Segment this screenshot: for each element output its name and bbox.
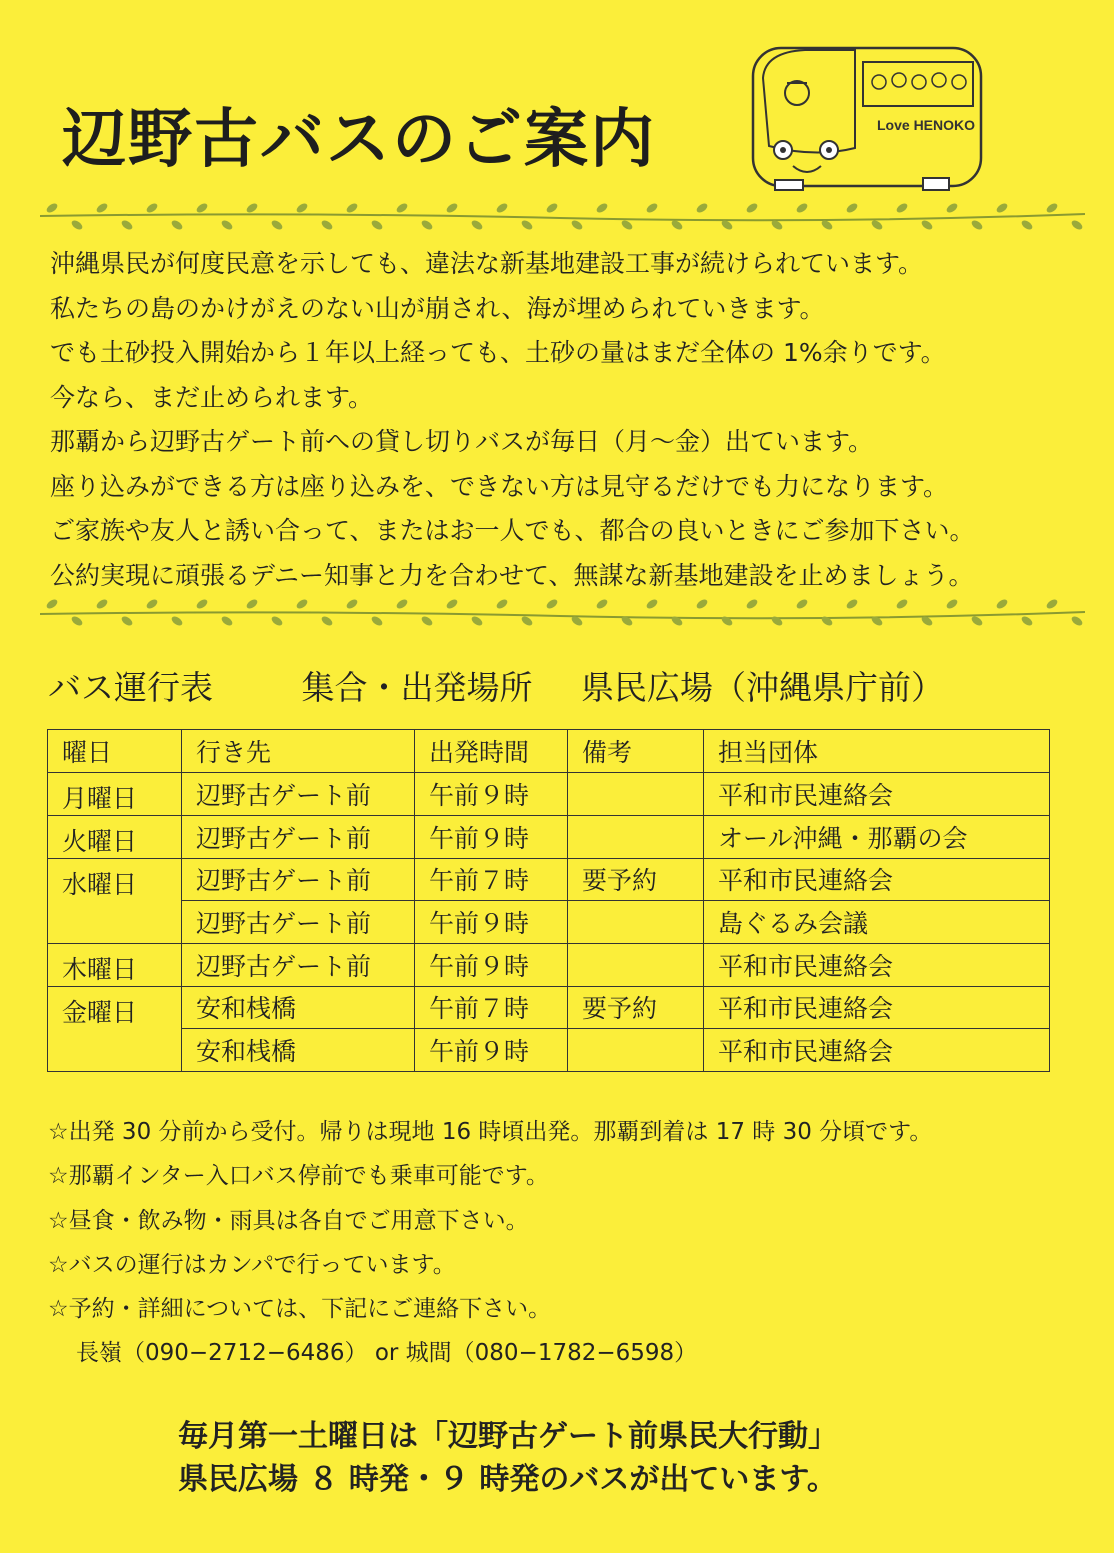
intro-line: 私たちの島のかけがえのない山が崩され、海が埋められていきます。: [50, 293, 825, 323]
leaf-icon: [470, 219, 484, 232]
intro-line: 那覇から辺野古ゲート前への貸し切りバスが毎日（月〜金）出ています。: [50, 427, 874, 456]
leaf-icon: [1020, 615, 1034, 628]
table-row: [48, 815, 1050, 858]
leaf-icon: [95, 598, 109, 611]
table-row: [48, 901, 1050, 944]
table-row: [48, 858, 1050, 901]
day-cell: 月曜日: [48, 772, 182, 815]
leaf-icon: [495, 202, 509, 215]
header-cell: 行き先: [182, 730, 415, 773]
leaf-icon: [1070, 219, 1084, 232]
note-item: ☆那覇インター入口バス停前でも乗車可能です。: [48, 1163, 549, 1190]
schedule-title: バス運行表: [48, 668, 213, 707]
leaf-icon: [495, 598, 509, 611]
leaf-icon: [545, 598, 559, 611]
day-cell: 火曜日: [48, 815, 182, 858]
leaf-icon: [295, 598, 309, 611]
leaf-icon: [420, 615, 434, 628]
leaf-icon: [895, 202, 909, 215]
leaf-icon: [195, 202, 209, 215]
leaf-icon: [120, 219, 134, 232]
bus-illustration: [745, 38, 990, 196]
note-cell: 要予約: [568, 986, 704, 1029]
table-row: [48, 772, 1050, 815]
leaf-icon: [945, 598, 959, 611]
destination-cell: 辺野古ゲート前: [182, 943, 415, 986]
leaf-icon: [945, 202, 959, 215]
leaf-icon: [420, 219, 434, 232]
table-row: [48, 1029, 1050, 1072]
leaf-icon: [470, 615, 484, 628]
leaf-icon: [520, 219, 534, 232]
leaf-icon: [195, 598, 209, 611]
leaf-icon: [1045, 598, 1059, 611]
leaf-icon: [520, 615, 534, 628]
org-cell: 平和市民連絡会: [704, 986, 1050, 1029]
note-cell: [568, 943, 704, 986]
destination-cell: 辺野古ゲート前: [182, 815, 415, 858]
org-cell: 平和市民連絡会: [704, 858, 1050, 901]
bus-sign: Love HENOKO: [877, 117, 976, 133]
org-cell: オール沖縄・那覇の会: [704, 815, 1050, 858]
day-cell: 金曜日: [48, 986, 182, 1071]
intro-line: ご家族や友人と誘い合って、またはお一人でも、都合の良いときにご参加下さい。: [50, 516, 975, 545]
leaf-icon: [845, 202, 859, 215]
destination-cell: 安和桟橋: [182, 1029, 415, 1072]
meeting-label: 集合・出発場所: [301, 668, 533, 707]
meeting-place: 県民広場（沖縄県庁前）: [581, 668, 944, 707]
leaf-icon: [995, 202, 1009, 215]
footer-line: 毎月第一土曜日は「辺野古ゲート前県民大行動」: [178, 1419, 838, 1454]
leaf-icon: [795, 598, 809, 611]
leaf-icon: [595, 598, 609, 611]
org-cell: 平和市民連絡会: [704, 943, 1050, 986]
leaf-icon: [245, 598, 259, 611]
leaf-icon: [145, 202, 159, 215]
vine-divider: [40, 592, 1085, 632]
time-cell: 午前９時: [415, 943, 568, 986]
note-cell: [568, 1029, 704, 1072]
table-row: [48, 986, 1050, 1029]
leaf-icon: [395, 202, 409, 215]
time-cell: 午前９時: [415, 815, 568, 858]
leaf-icon: [645, 202, 659, 215]
leaf-icon: [120, 615, 134, 628]
header-cell: 担当団体: [704, 730, 1050, 773]
leaf-icon: [70, 615, 84, 628]
page-title: 辺野古バスのご案内: [62, 103, 656, 177]
leaf-icon: [170, 219, 184, 232]
leaf-icon: [995, 598, 1009, 611]
leaf-icon: [970, 615, 984, 628]
leaf-icon: [445, 202, 459, 215]
vine-divider: [40, 196, 1085, 236]
intro-line: 公約実現に頑張るデニー知事と力を合わせて、無謀な新基地建設を止めましょう。: [50, 560, 974, 590]
note-item: ☆出発 30 分前から受付。帰りは現地 16 時頃出発。那覇到着は 17 時 30 分頃です。: [48, 1119, 933, 1145]
header-cell: 出発時間: [415, 730, 568, 773]
leaf-icon: [845, 598, 859, 611]
leaf-icon: [270, 219, 284, 232]
leaf-icon: [295, 202, 309, 215]
schedule-heading: [48, 662, 944, 709]
destination-cell: 辺野古ゲート前: [182, 901, 415, 944]
org-cell: 平和市民連絡会: [704, 1029, 1050, 1072]
header-cell: 備考: [568, 730, 704, 773]
destination-cell: 辺野古ゲート前: [182, 772, 415, 815]
table-row: [48, 943, 1050, 986]
leaf-icon: [595, 202, 609, 215]
destination-cell: 安和桟橋: [182, 986, 415, 1029]
leaf-icon: [370, 615, 384, 628]
leaf-icon: [870, 219, 884, 232]
leaf-icon: [1045, 202, 1059, 215]
time-cell: 午前９時: [415, 772, 568, 815]
intro-text: [50, 242, 1100, 598]
note-cell: [568, 815, 704, 858]
leaf-icon: [45, 598, 59, 611]
note-item: ☆予約・詳細については、下記にご連絡下さい。: [48, 1296, 552, 1323]
leaf-icon: [345, 598, 359, 611]
org-cell: 平和市民連絡会: [704, 772, 1050, 815]
leaf-icon: [220, 219, 234, 232]
leaf-icon: [720, 615, 734, 628]
note-cell: [568, 901, 704, 944]
time-cell: 午前９時: [415, 1029, 568, 1072]
time-cell: 午前７時: [415, 986, 568, 1029]
leaf-icon: [320, 219, 334, 232]
leaf-icon: [70, 219, 84, 232]
leaf-icon: [320, 615, 334, 628]
leaf-icon: [145, 598, 159, 611]
leaf-icon: [695, 202, 709, 215]
leaf-icon: [45, 202, 59, 215]
header-cell: 曜日: [48, 730, 182, 773]
leaf-icon: [620, 219, 634, 232]
intro-line: 座り込みができる方は座り込みを、できない方は見守るだけでも力になります。: [50, 471, 949, 501]
leaf-icon: [170, 615, 184, 628]
leaf-icon: [920, 219, 934, 232]
leaf-icon: [95, 202, 109, 215]
leaf-icon: [745, 598, 759, 611]
leaf-icon: [645, 598, 659, 611]
footer-announcement: [178, 1415, 838, 1501]
intro-line: 沖縄県民が何度民意を示しても、違法な新基地建設工事が続けられています。: [50, 249, 924, 278]
org-cell: 島ぐるみ会議: [704, 901, 1050, 944]
leaf-icon: [795, 202, 809, 215]
leaf-icon: [395, 598, 409, 611]
leaf-icon: [445, 598, 459, 611]
note-cell: [568, 772, 704, 815]
time-cell: 午前９時: [415, 901, 568, 944]
note-item: ☆バスの運行はカンパで行っています。: [48, 1251, 456, 1278]
leaf-icon: [545, 202, 559, 215]
leaf-icon: [245, 202, 259, 215]
leaf-icon: [1070, 615, 1084, 628]
contact-line: 長嶺（090−2712−6486） or 城間（080−1782−6598）: [76, 1340, 698, 1367]
leaf-icon: [820, 615, 834, 628]
leaf-icon: [370, 219, 384, 232]
leaf-icon: [1020, 219, 1034, 232]
leaf-icon: [570, 219, 584, 232]
time-cell: 午前７時: [415, 858, 568, 901]
intro-line: 今なら、まだ止められます。: [50, 382, 374, 412]
leaf-icon: [670, 615, 684, 628]
intro-line: でも土砂投入開始から１年以上経っても、土砂の量はまだ全体の 1%余りです。: [50, 338, 946, 367]
leaf-icon: [270, 615, 284, 628]
leaf-icon: [745, 202, 759, 215]
destination-cell: 辺野古ゲート前: [182, 858, 415, 901]
leaf-icon: [770, 615, 784, 628]
leaf-icon: [220, 615, 234, 628]
leaf-icon: [695, 598, 709, 611]
day-cell: 木曜日: [48, 943, 182, 986]
leaf-icon: [345, 202, 359, 215]
schedule-table: [47, 729, 1050, 1072]
leaf-icon: [895, 598, 909, 611]
table-header-row: [48, 730, 1050, 773]
day-cell: 水曜日: [48, 858, 182, 943]
note-cell: 要予約: [568, 858, 704, 901]
footer-line: 県民広場 ８ 時発・９ 時発のバスが出ています。: [178, 1462, 837, 1497]
leaf-icon: [970, 219, 984, 232]
note-item: ☆昼食・飲み物・雨具は各自でご用意下さい。: [48, 1207, 529, 1234]
notes-list: [48, 1110, 932, 1376]
